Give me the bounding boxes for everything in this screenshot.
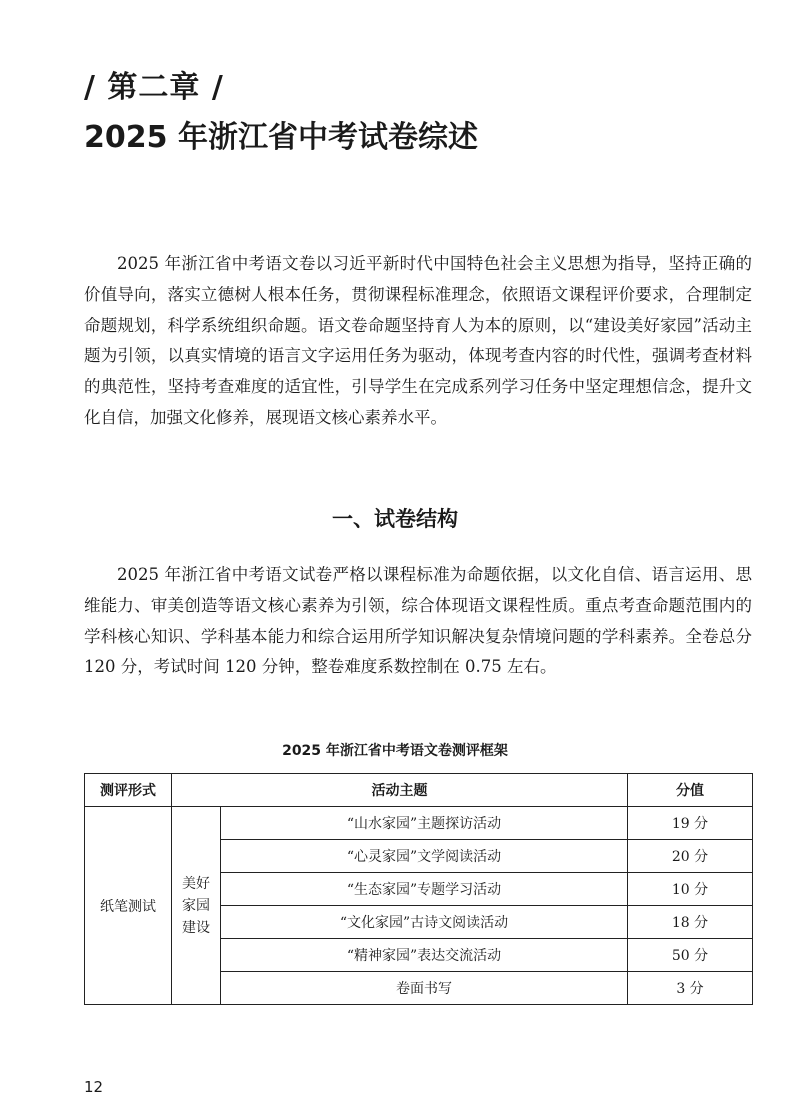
section-heading: 一、试卷结构	[332, 507, 458, 531]
activity-cell: “心灵家园”文学阅读活动	[221, 840, 628, 873]
header-form: 测评形式	[85, 774, 172, 807]
page-number: 12	[84, 1078, 104, 1096]
writing-activity-cell: 卷面书写	[221, 972, 628, 1005]
table-header-row	[85, 774, 753, 807]
writing-score-cell: 3 分	[628, 972, 753, 1005]
score-cell: 19 分	[628, 807, 753, 840]
score-cell: 20 分	[628, 840, 753, 873]
activity-cell: “山水家园”主题探访活动	[221, 807, 628, 840]
intro-paragraph: 2025 年浙江省中考语文卷以习近平新时代中国特色社会主义思想为指导，坚持正确的价值导向，落实立德树人根本任务，贯彻课程标准理念，依照语文课程评价要求，合理制定命题规划，科学系统组织命题。语文卷命题坚持育人为本的原则，以“建设美好家园”活动主题为引领，以真实情境的语言文字运用任务为驱动，体现考查内容的时代性，强调考查材料的典范性，坚持考查难度的适宜性，引导学生在完成系列学习任务中坚定理想信念，提升文化自信，加强文化修养，展现语文核心素养水平。	[84, 254, 752, 427]
form-cell: 纸笔测试	[85, 807, 172, 1005]
group-label: 美好家园建设	[182, 875, 210, 936]
assessment-framework-table	[84, 773, 753, 1005]
group-cell	[172, 807, 221, 1005]
table-caption: 2025 年浙江省中考语文卷测评框架	[282, 743, 508, 759]
score-cell: 18 分	[628, 906, 753, 939]
chapter-title: 2025 年浙江省中考试卷综述	[84, 120, 478, 155]
activity-cell: “精神家园”表达交流活动	[221, 939, 628, 972]
score-cell: 10 分	[628, 873, 753, 906]
activity-cell: “文化家园”古诗文阅读活动	[221, 906, 628, 939]
header-score: 分值	[628, 774, 753, 807]
score-cell: 50 分	[628, 939, 753, 972]
chapter-label: / 第二章 /	[84, 70, 224, 105]
section-paragraph: 2025 年浙江省中考语文试卷严格以课程标准为命题依据，以文化自信、语言运用、思维能力、审美创造等语文核心素养为引领，综合体现语文课程性质。重点考查命题范围内的学科核心知识、学科基本能力和综合运用所学知识解决复杂情境问题的学科素养。全卷总分 120 分，考试时间 120 分钟，整卷难度系数控制在 0.75 左右。	[84, 565, 752, 677]
activity-cell: “生态家园”专题学习活动	[221, 873, 628, 906]
table-row	[85, 807, 753, 840]
header-theme: 活动主题	[172, 774, 628, 807]
